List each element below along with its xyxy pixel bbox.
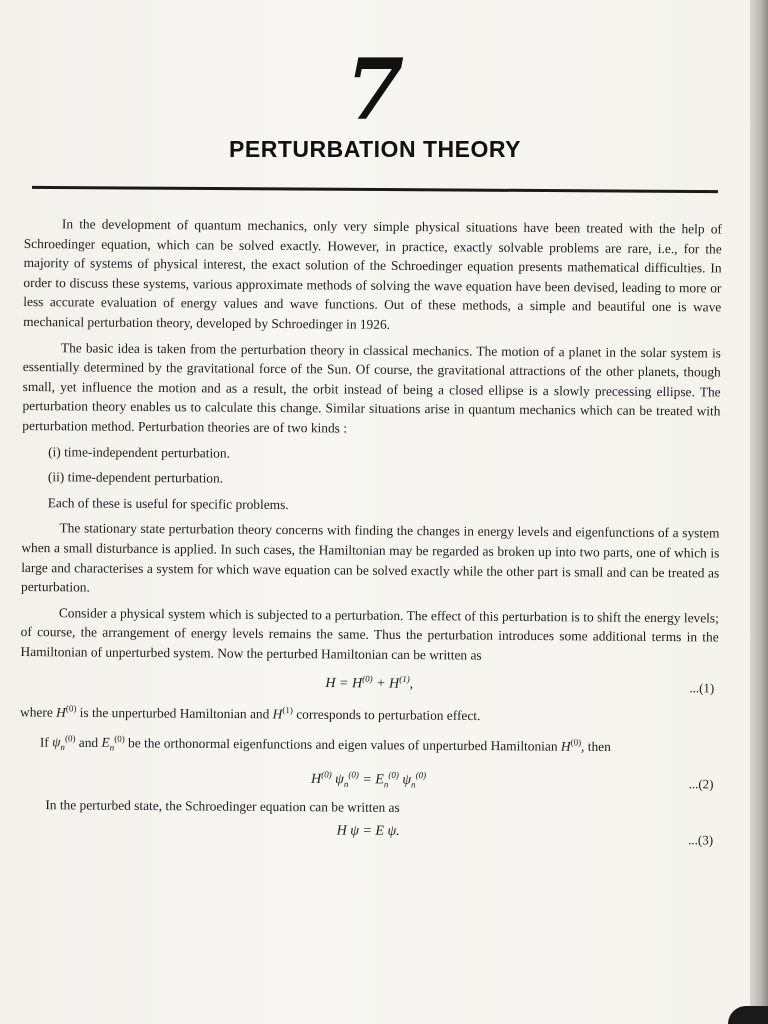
paragraph-where: where $H^{(0)}$ is the unperturbed Hamiltonian and $H^{(1)}$ corresponds to perturbation effect. (20, 703, 481, 724)
chapter-number: 7 (345, 40, 405, 139)
if-text-a: If (39, 734, 49, 750)
chapter-body (19, 214, 722, 856)
page-edge-shadow (750, 0, 768, 1024)
paragraph-useful: Each of these is useful for specific problems. (47, 494, 289, 512)
equation-1-row (20, 667, 718, 698)
paragraph-consider: Consider a physical system which is subjected to a perturbation. The effect of this perturbation is to shift the energy levels; of course, the arrangement of energy levels remains the same. Thus the perturbation introduces some additional terms in the Hamiltonian of unperturbed system. Now the perturbed Hamiltonian can be written as (20, 604, 719, 663)
equation-3-number: ...(3) (688, 832, 714, 848)
where-text-c: corresponds to perturbation effect. (296, 707, 481, 724)
where-text-b: is the unperturbed Hamiltonian and (79, 705, 270, 722)
paragraph-perturbed-state: In the perturbed state, the Schroedinger equation can be written as (45, 797, 400, 816)
chapter-title: PERTURBATION THEORY (229, 136, 521, 162)
list-item-time-dependent: (ii) time-dependent perturbation. (47, 469, 224, 486)
paragraph-stationary: The stationary state perturbation theory concerns with finding the changes in energy levels and eigenfunctions of a system when a small disturbance is applied. In such cases, the Hamiltonian may be regarded as broken up into two parts, one of which is large and characterises a system for which wave equation can be solved exactly while the other part is small and can be treated as perturbation. (21, 520, 720, 595)
equation-3-row (19, 819, 717, 850)
equation-1-number: ...(1) (689, 680, 715, 696)
equation-2-number: ...(2) (688, 776, 714, 792)
equation-3: H ψ = E ψ. (336, 823, 400, 839)
equation-1: $H = H^{(0)} + H^{(1)}$, (325, 674, 414, 693)
equation-2: $H^{(0)}$ $\psi_n^{(0)} = E_n^{(0)}$ $\psi_n^{(0)}$ (310, 769, 427, 790)
title-rule (32, 186, 718, 193)
if-text-d: , then (581, 738, 611, 754)
if-text-c: be the orthonormal eigenfunctions and eigen values of unperturbed Hamiltonian (128, 734, 558, 754)
if-text-b: and (78, 734, 99, 750)
equation-2-row (19, 763, 717, 794)
paragraph-classical: The basic idea is taken from the perturbation theory in classical mechanics. The motion of a planet in the solar system is essentially determined by the gravitational force of the Sun. Of course, the gravitational attractions of the other planets, though small, yet influence the motion and as a result, the orbit instead of being a closed ellipse is a slowly precessing ellipse. The perturbation theory enables us to calculate this change. Similar situations arise in quantum mechanics which can be treated with perturbation method. Perturbation theories are of two kinds : (22, 339, 721, 436)
list-item-time-independent: (i) time-independent perturbation. (48, 443, 231, 461)
where-text-a: where (20, 704, 53, 721)
paragraph-if: If $\psi_n^{(0)}$ and $E_n^{(0)}$ be the orthonormal eigenfunctions and eigen values of unperturbed Hamiltonian $H^{(0)}$, then (39, 732, 611, 754)
paragraph-intro: In the development of quantum mechanics, only very simple physical situations have been treated with the help of Schroedinger equation, which can be solved exactly. However, in practice, exactly solvable problems are rare, i.e., for the majority of systems of physical interest, the exact solution of the Schroedinger equation presents mathematical difficulties. In order to discuss these systems, various approximate methods of solving the wave equation have been devised, leading to more or less accurate evaluation of energy values and wave functions. Out of these methods, a simple and beautiful one is wave mechanical perturbation theory, developed by Schroedinger in 1926. (23, 216, 722, 332)
